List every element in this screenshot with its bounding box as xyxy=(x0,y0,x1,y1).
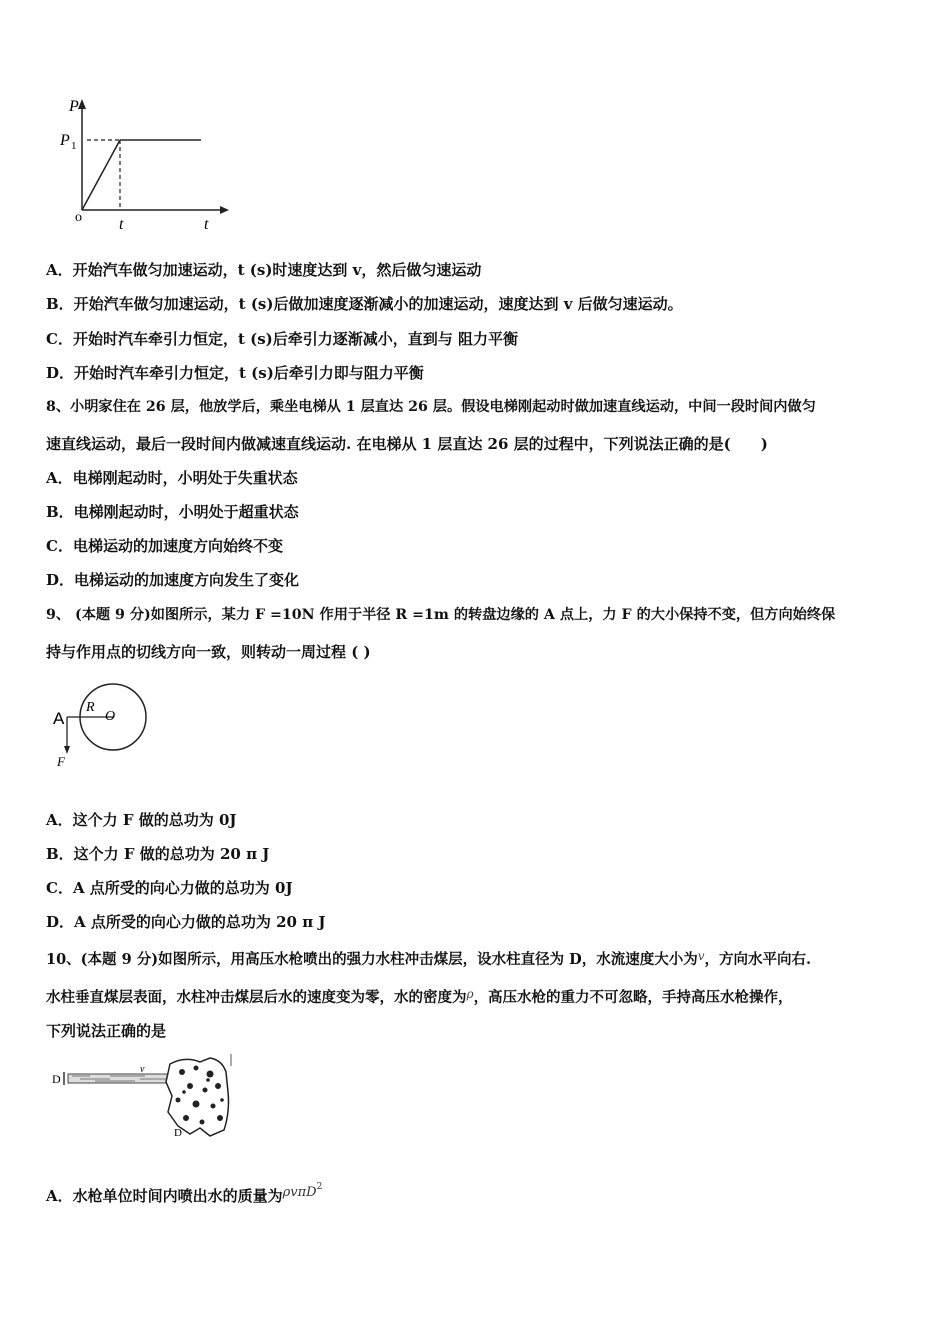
p-axis-label: P xyxy=(69,98,79,115)
q10-option-a-text: A．水枪单位时间内喷出水的质量为 xyxy=(46,1187,283,1205)
force-f-label: F xyxy=(57,754,65,769)
p1-subscript: 1 xyxy=(71,140,77,152)
mass-rate-formula: ρvπD xyxy=(282,1185,317,1200)
q9-option-d: D．A 点所受的向心力做的总功为 20 π J xyxy=(46,913,326,931)
q10-stem-line1-text: 10、(本题 9 分)如图所示，用高压水枪喷出的强力水柱冲击煤层，设水柱直径为 D，水流速度大小为 xyxy=(46,951,698,968)
velocity-v-label: v xyxy=(140,1064,145,1075)
turntable-diagram xyxy=(45,680,155,775)
q8-option-c: C．电梯运动的加速度方向始终不变 xyxy=(46,537,283,555)
q9-option-b: B．这个力 F 做的总功为 20 π J xyxy=(46,845,270,863)
q9-option-a: A．这个力 F 做的总功为 0J xyxy=(46,811,237,829)
q9-stem-line2: 持与作用点的切线方向一致，则转动一周过程 ( ) xyxy=(46,643,371,661)
q9-option-c: C．A 点所受的向心力做的总功为 0J xyxy=(46,879,293,897)
q7-option-a: A．开始汽车做匀加速运动，t (s)时速度达到 v，然后做匀速运动 xyxy=(46,261,482,279)
q7-option-d: D．开始时汽车牵引力恒定，t (s)后牵引力即与阻力平衡 xyxy=(46,364,424,382)
q8-stem-line1: 8、小明家住在 26 层，他放学后，乘坐电梯从 1 层直达 26 层。假设电梯刚起动时做加速直线运动，中间一段时间内做匀 xyxy=(46,399,816,415)
origin-label: o xyxy=(75,210,82,225)
q8-option-d: D．电梯运动的加速度方向发生了变化 xyxy=(46,571,300,589)
q10-stem-line1 xyxy=(46,945,811,971)
q10-stem-line2 xyxy=(46,983,793,1009)
q8-stem-line2: 速直线运动，最后一段时间内做减速直线运动. 在电梯从 1 层直达 26 层的过程中，下列说法正确的是( ) xyxy=(46,435,768,453)
q10-option-a xyxy=(46,1176,322,1207)
center-o-label: O xyxy=(105,709,116,724)
diameter-d-bottom-label: D xyxy=(174,1127,182,1139)
point-a-label: A xyxy=(53,709,65,728)
q9-stem-line1: 9、 (本题 9 分)如图所示，某力 F =10N 作用于半径 R =1m 的转盘边缘的 A 点上，力 F 的大小保持不变，但方向始终保 xyxy=(46,607,836,623)
q10-stem-line3: 下列说法正确的是 xyxy=(46,1022,167,1040)
density-symbol: ρ xyxy=(466,987,474,1001)
q10-stem-line2-text: 水柱垂直煤层表面，水柱冲击煤层后水的速度变为零，水的密度为 xyxy=(46,989,467,1006)
water-jet-diagram xyxy=(50,1052,240,1142)
power-time-graph xyxy=(55,95,235,240)
q7-option-c: C．开始时汽车牵引力恒定，t (s)后牵引力逐渐减小，直到与 阻力平衡 xyxy=(46,330,518,348)
q10-stem-line2-end: ，高压水枪的重力不可忽略，手持高压水枪操作， xyxy=(473,989,793,1006)
formula-exponent: 2 xyxy=(316,1182,323,1192)
diameter-d-left-label: D xyxy=(52,1072,61,1086)
t-axis-label: t xyxy=(204,216,209,233)
velocity-symbol: v xyxy=(697,949,705,963)
t-tick-label: t xyxy=(119,216,124,233)
p1-label: P xyxy=(60,132,70,149)
q7-option-b: B．开始汽车做匀加速运动，t (s)后做加速度逐渐减小的加速运动，速度达到 v 后做匀速运动。 xyxy=(46,295,683,313)
radius-label: R xyxy=(86,700,95,715)
q10-stem-line1-end: ，方向水平向右. xyxy=(704,951,812,968)
q8-option-a: A．电梯刚起动时，小明处于失重状态 xyxy=(46,469,298,487)
q8-option-b: B．电梯刚起动时，小明处于超重状态 xyxy=(46,503,299,521)
